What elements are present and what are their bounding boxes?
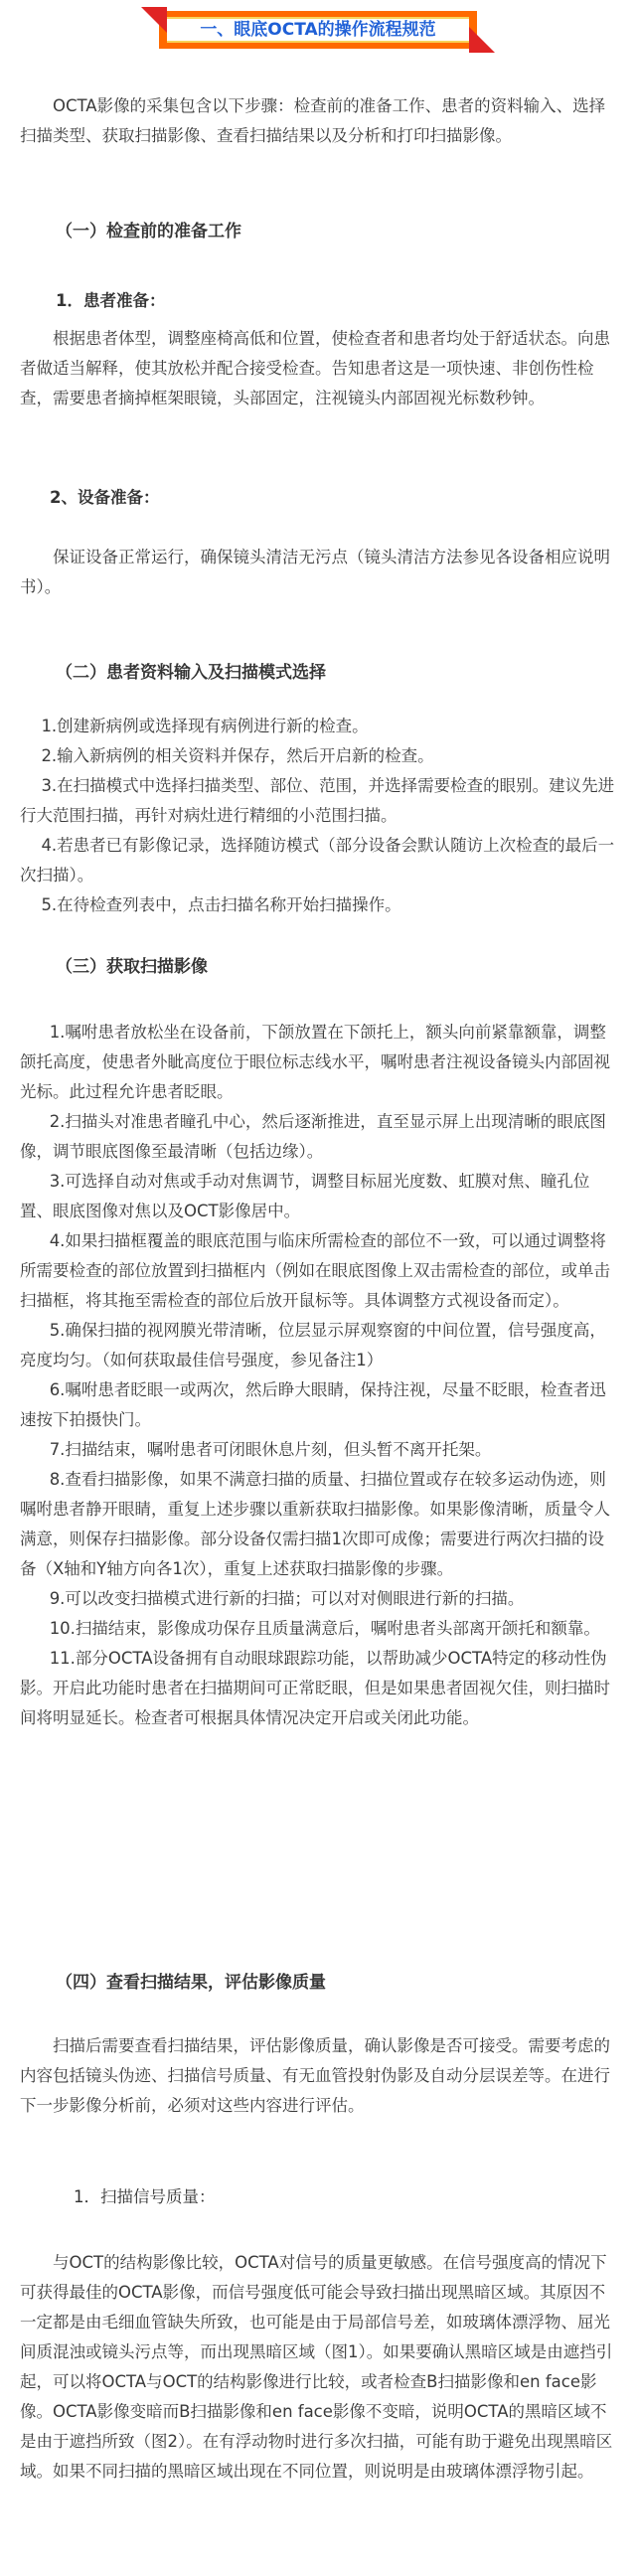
intro-paragraph: OCTA影像的采集包含以下步骤：检查前的准备工作、患者的资料输入、选择扫描类型、获取扫描影像、查看扫描结果以及分析和打印扫描影像。 — [20, 96, 606, 145]
device-prep-label: 2、设备准备： — [50, 488, 160, 507]
section-heading-preparation: （一）检查前的准备工作 — [56, 222, 241, 242]
evaluation-intro: 扫描后需要查看扫描结果，评估影像质量，确认影像是否可接受。需要考虑的内容包括镜头伪迹、扫描信号质量、有无血管投射伪影及自动分层误差等。在进行下一步影像分析前，必须对这些内容进行评估。 — [20, 2036, 610, 2115]
list-item: 9.可以改变扫描模式进行新的扫描；可以对对侧眼进行新的扫描。 — [49, 1589, 525, 1608]
list-item: 3.在扫描模式中选择扫描类型、部位、范围，并选择需要检查的眼别。建议先进行大范围扫描，再针对病灶进行精细的小范围扫描。 — [20, 776, 615, 825]
signal-quality-label: 1．扫描信号质量： — [74, 2187, 216, 2206]
list-item: 8.查看扫描影像，如果不满意扫描的质量、扫描位置或存在较多运动伪迹，则嘱咐患者静开眼睛，重复上述步骤以重新获取扫描影像。如果影像清晰，质量令人满意，则保存扫描影像。部分设备仅需扫描1次即可成像；需要进行两次扫描的设备（X轴和Y轴方向各1次），重复上述获取扫描影像的步骤。 — [20, 1470, 610, 1578]
section-heading-input: （二）患者资料输入及扫描模式选择 — [56, 663, 326, 683]
list-item: 4.若患者已有影像记录，选择随访模式（部分设备会默认随访上次检查的最后一次扫描）。 — [20, 836, 615, 885]
patient-prep-text: 根据患者体型，调整座椅高低和位置，使检查者和患者均处于舒适状态。向患者做适当解释，使其放松并配合接受检查。告知患者这是一项快速、非创伤性检查，需要患者摘掉框架眼镜，头部固定，注视镜头内部固视光标数秒钟。 — [20, 329, 610, 407]
list-item: 4.如果扫描框覆盖的眼底范围与临床所需检查的部位不一致，可以通过调整将所需要检查的部位放置到扫描框内（例如在眼底图像上双击需检查的部位，或单击扫描框，将其拖至需检查的部位后放开鼠标等。具体调整方式视设备而定）。 — [20, 1231, 610, 1310]
list-item: 1.嘱咐患者放松坐在设备前，下颌放置在下颌托上，额头向前紧靠额靠，调整颌托高度，使患者外眦高度位于眼位标志线水平，嘱咐患者注视设备镜头内部固视光标。此过程允许患者眨眼。 — [20, 1023, 610, 1101]
device-prep-text: 保证设备正常运行，确保镜头清洁无污点（镜头清洁方法参见各设备相应说明书）。 — [20, 548, 610, 596]
section-heading-acquisition: （三）获取扫描影像 — [56, 957, 208, 977]
list-item: 7.扫描结束，嘱咐患者可闭眼休息片刻，但头暂不离开托架。 — [49, 1440, 492, 1459]
list-item: 1.创建新病例或选择现有病例进行新的检查。 — [41, 717, 369, 735]
list-item: 2.输入新病例的相关资料并保存，然后开启新的检查。 — [41, 746, 434, 765]
page-title: 一、眼底OCTA的操作流程规范 — [167, 17, 469, 43]
list-item: 3.可选择自动对焦或手动对焦调节，调整目标屈光度数、虹膜对焦、瞳孔位置、眼底图像对焦以及OCT影像居中。 — [20, 1172, 590, 1220]
section-heading-evaluation: （四）查看扫描结果，评估影像质量 — [56, 1973, 326, 1993]
banner-corner-fold-right — [469, 27, 495, 53]
title-banner — [141, 7, 495, 53]
list-item: 6.嘱咐患者眨眼一或两次，然后睁大眼睛，保持注视，尽量不眨眼，检查者迅速按下拍摄快门。 — [20, 1380, 606, 1429]
input-steps-list — [20, 712, 620, 920]
list-item: 5.在待检查列表中，点击扫描名称开始扫描操作。 — [41, 895, 401, 914]
list-item: 10.扫描结束，影像成功保存且质量满意后，嘱咐患者头部离开颌托和额靠。 — [49, 1619, 600, 1638]
list-item: 2.扫描头对准患者瞳孔中心，然后逐渐推进，直至显示屏上出现清晰的眼底图像，调节眼底图像至最清晰（包括边缘）。 — [20, 1112, 606, 1161]
list-item: 11.部分OCTA设备拥有自动眼球跟踪功能，以帮助减少OCTA特定的移动性伪影。开启此功能时患者在扫描期间可正常眨眼，但是如果患者固视欠佳，则扫描时间将明显延长。检查者可根据具体情况决定开启或关闭此功能。 — [20, 1649, 610, 1727]
acquisition-steps-list — [20, 1018, 620, 1733]
banner-corner-fold-left — [141, 7, 167, 33]
patient-prep-label: 1．患者准备： — [56, 291, 166, 310]
signal-quality-text: 与OCT的结构影像比较，OCTA对信号的质量更敏感。在信号强度高的情况下可获得最佳的OCTA影像，而信号强度低可能会导致扫描出现黑暗区域。其原因不一定都是由毛细血管缺失所致，也可能是由于局部信号差，如玻璃体漂浮物、屈光间质混浊或镜头污点等，而出现黑暗区域（图1）。如果要确认黑暗区域是由遮挡引起，可以将OCTA与OCT的结构影像进行比较，或者检查B扫描影像和en face影像。OCTA影像变暗而B扫描影像和en face影像不变暗，说明OCTA的黑暗区域不是由于遮挡所致（图2）。在有浮动物时进行多次扫描，可能有助于避免出现黑暗区域。如果不同扫描的黑暗区域出现在不同位置，则说明是由玻璃体漂浮物引起。 — [20, 2253, 613, 2481]
list-item: 5.确保扫描的视网膜光带清晰，位层显示屏观察窗的中间位置，信号强度高，亮度均匀。（如何获取最佳信号强度，参见备注1） — [20, 1321, 606, 1369]
